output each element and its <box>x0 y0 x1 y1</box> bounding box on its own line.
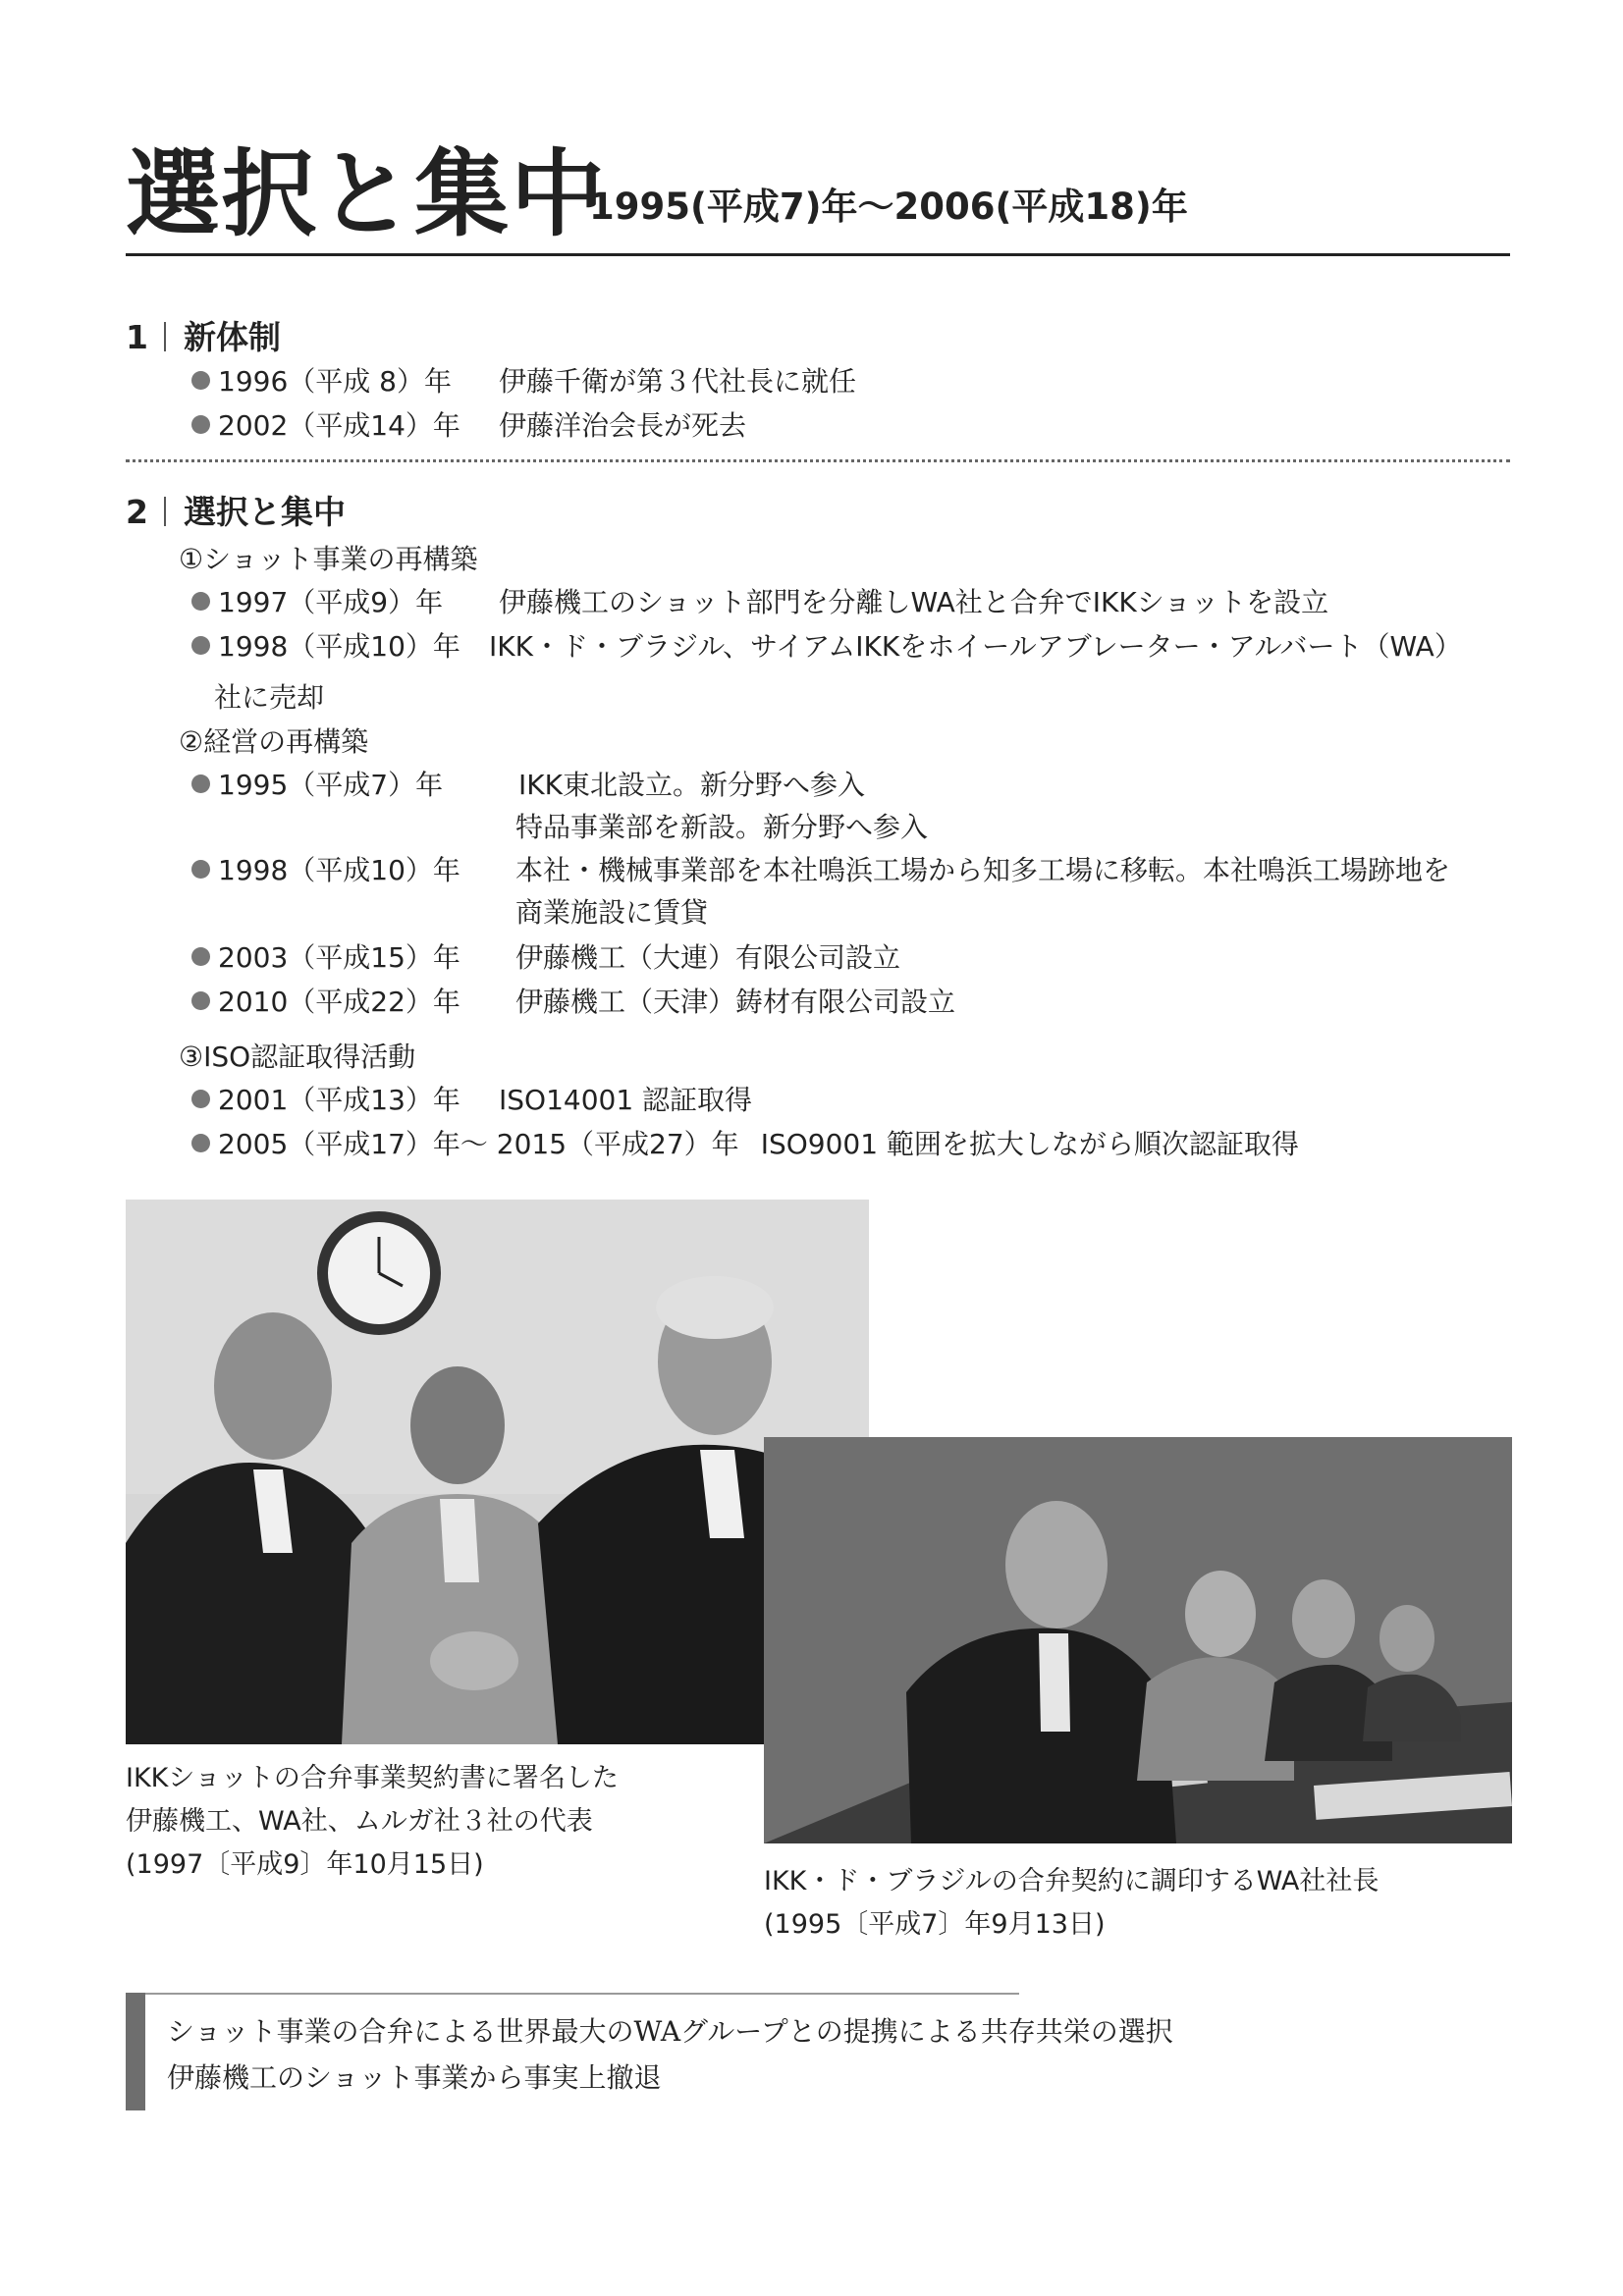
page-title: 選択と集中 <box>126 138 607 249</box>
section-divider <box>126 459 1510 462</box>
item-date: 2010（平成22）年 <box>218 986 460 1018</box>
bullet-icon <box>191 592 210 611</box>
list-item <box>191 365 452 398</box>
item-date: 1998（平成10）年 <box>218 854 460 886</box>
summary-line: ショット事業の合弁による世界最大のWAグループとの提携による共存共栄の選択 <box>167 2015 1173 2048</box>
item-text: 伊藤機工（大連）有限公司設立 <box>515 941 901 974</box>
item-text: IKK・ド・ブラジル、サイアムIKKをホイールアブレーター・アルバート（WA） <box>489 630 1462 663</box>
subsection-title: ①ショット事業の再構築 <box>179 543 478 575</box>
caption-line: 伊藤機工、WA社、ムルガ社３社の代表 <box>126 1806 593 1837</box>
item-text-continued: 商業施設に賃貸 <box>515 896 709 929</box>
caption-line: (1995〔平成7〕年9月13日) <box>764 1909 1106 1940</box>
bullet-icon <box>191 415 210 434</box>
section2-title: 選択と集中 <box>183 493 346 531</box>
list-item <box>191 630 460 663</box>
subsection-title: ③ISO認証取得活動 <box>179 1041 416 1073</box>
caption-line: IKKショットの合弁事業契約書に署名した <box>126 1763 619 1793</box>
bullet-icon <box>191 1134 210 1152</box>
summary-line: 伊藤機工のショット事業から事実上撤退 <box>167 2061 662 2094</box>
subsection-title: ②経営の再構築 <box>179 725 369 758</box>
list-item <box>191 586 444 618</box>
summary-rule <box>145 1993 1019 1995</box>
item-date: 2003（平成15）年 <box>218 941 460 974</box>
bullet-icon <box>191 1090 210 1108</box>
caption-line: (1997〔平成9〕年10月15日) <box>126 1849 484 1880</box>
list-item <box>191 409 460 442</box>
bullet-icon <box>191 636 210 655</box>
section1-title: 新体制 <box>183 318 281 356</box>
section1-heading <box>126 312 281 358</box>
title-rule <box>126 253 1510 256</box>
heading-divider <box>164 322 166 351</box>
handshake-caption <box>126 1757 619 1887</box>
section1-number: 1 <box>126 318 148 356</box>
page-period: 1995(平成7)年〜2006(平成18)年 <box>589 186 1188 228</box>
item-text-continued: 社に売却 <box>214 681 325 714</box>
item-date: 1997（平成9）年 <box>218 586 444 618</box>
signing-photo <box>764 1437 1512 1843</box>
handshake-photo <box>126 1200 869 1744</box>
item-text: 伊藤機工のショット部門を分離しWA社と合弁でIKKショットを設立 <box>499 586 1329 618</box>
list-item <box>191 1084 460 1116</box>
summary-box <box>167 2008 1173 2101</box>
item-text: 本社・機械事業部を本社鳴浜工場から知多工場に移転。本社鳴浜工場跡地を <box>515 854 1451 886</box>
item-date: 2005（平成17）年〜 2015（平成27）年 <box>218 1128 739 1160</box>
item-date: 1998（平成10）年 <box>218 630 460 663</box>
item-date: 1996（平成 8）年 <box>218 365 452 398</box>
list-item <box>191 941 460 974</box>
item-text: 伊藤洋治会長が死去 <box>499 409 747 442</box>
item-text: IKK東北設立。新分野へ参入 <box>518 769 865 801</box>
summary-accent-bar <box>126 1993 145 2110</box>
item-date: 2002（平成14）年 <box>218 409 460 442</box>
list-item <box>191 854 460 886</box>
item-text: 伊藤千衛が第３代社長に就任 <box>499 365 857 398</box>
bullet-icon <box>191 991 210 1010</box>
caption-line: IKK・ド・ブラジルの合弁契約に調印するWA社社長 <box>764 1866 1380 1896</box>
list-item <box>191 769 444 801</box>
item-text: ISO9001 範囲を拡大しながら順次認証取得 <box>760 1128 1299 1160</box>
bullet-icon <box>191 947 210 966</box>
item-date: 2001（平成13）年 <box>218 1084 460 1116</box>
item-text-continued: 特品事業部を新設。新分野へ参入 <box>515 811 929 843</box>
heading-divider <box>164 497 166 526</box>
bullet-icon <box>191 371 210 390</box>
bullet-icon <box>191 774 210 793</box>
list-item <box>191 1128 1299 1160</box>
item-date: 1995（平成7）年 <box>218 769 444 801</box>
section2-number: 2 <box>126 493 148 531</box>
section2-heading <box>126 487 346 533</box>
list-item <box>191 988 460 1016</box>
item-text: 伊藤機工（天津）鋳材有限公司設立 <box>515 986 956 1018</box>
signing-caption <box>764 1860 1379 1947</box>
item-text: ISO14001 認証取得 <box>499 1084 753 1116</box>
bullet-icon <box>191 860 210 879</box>
